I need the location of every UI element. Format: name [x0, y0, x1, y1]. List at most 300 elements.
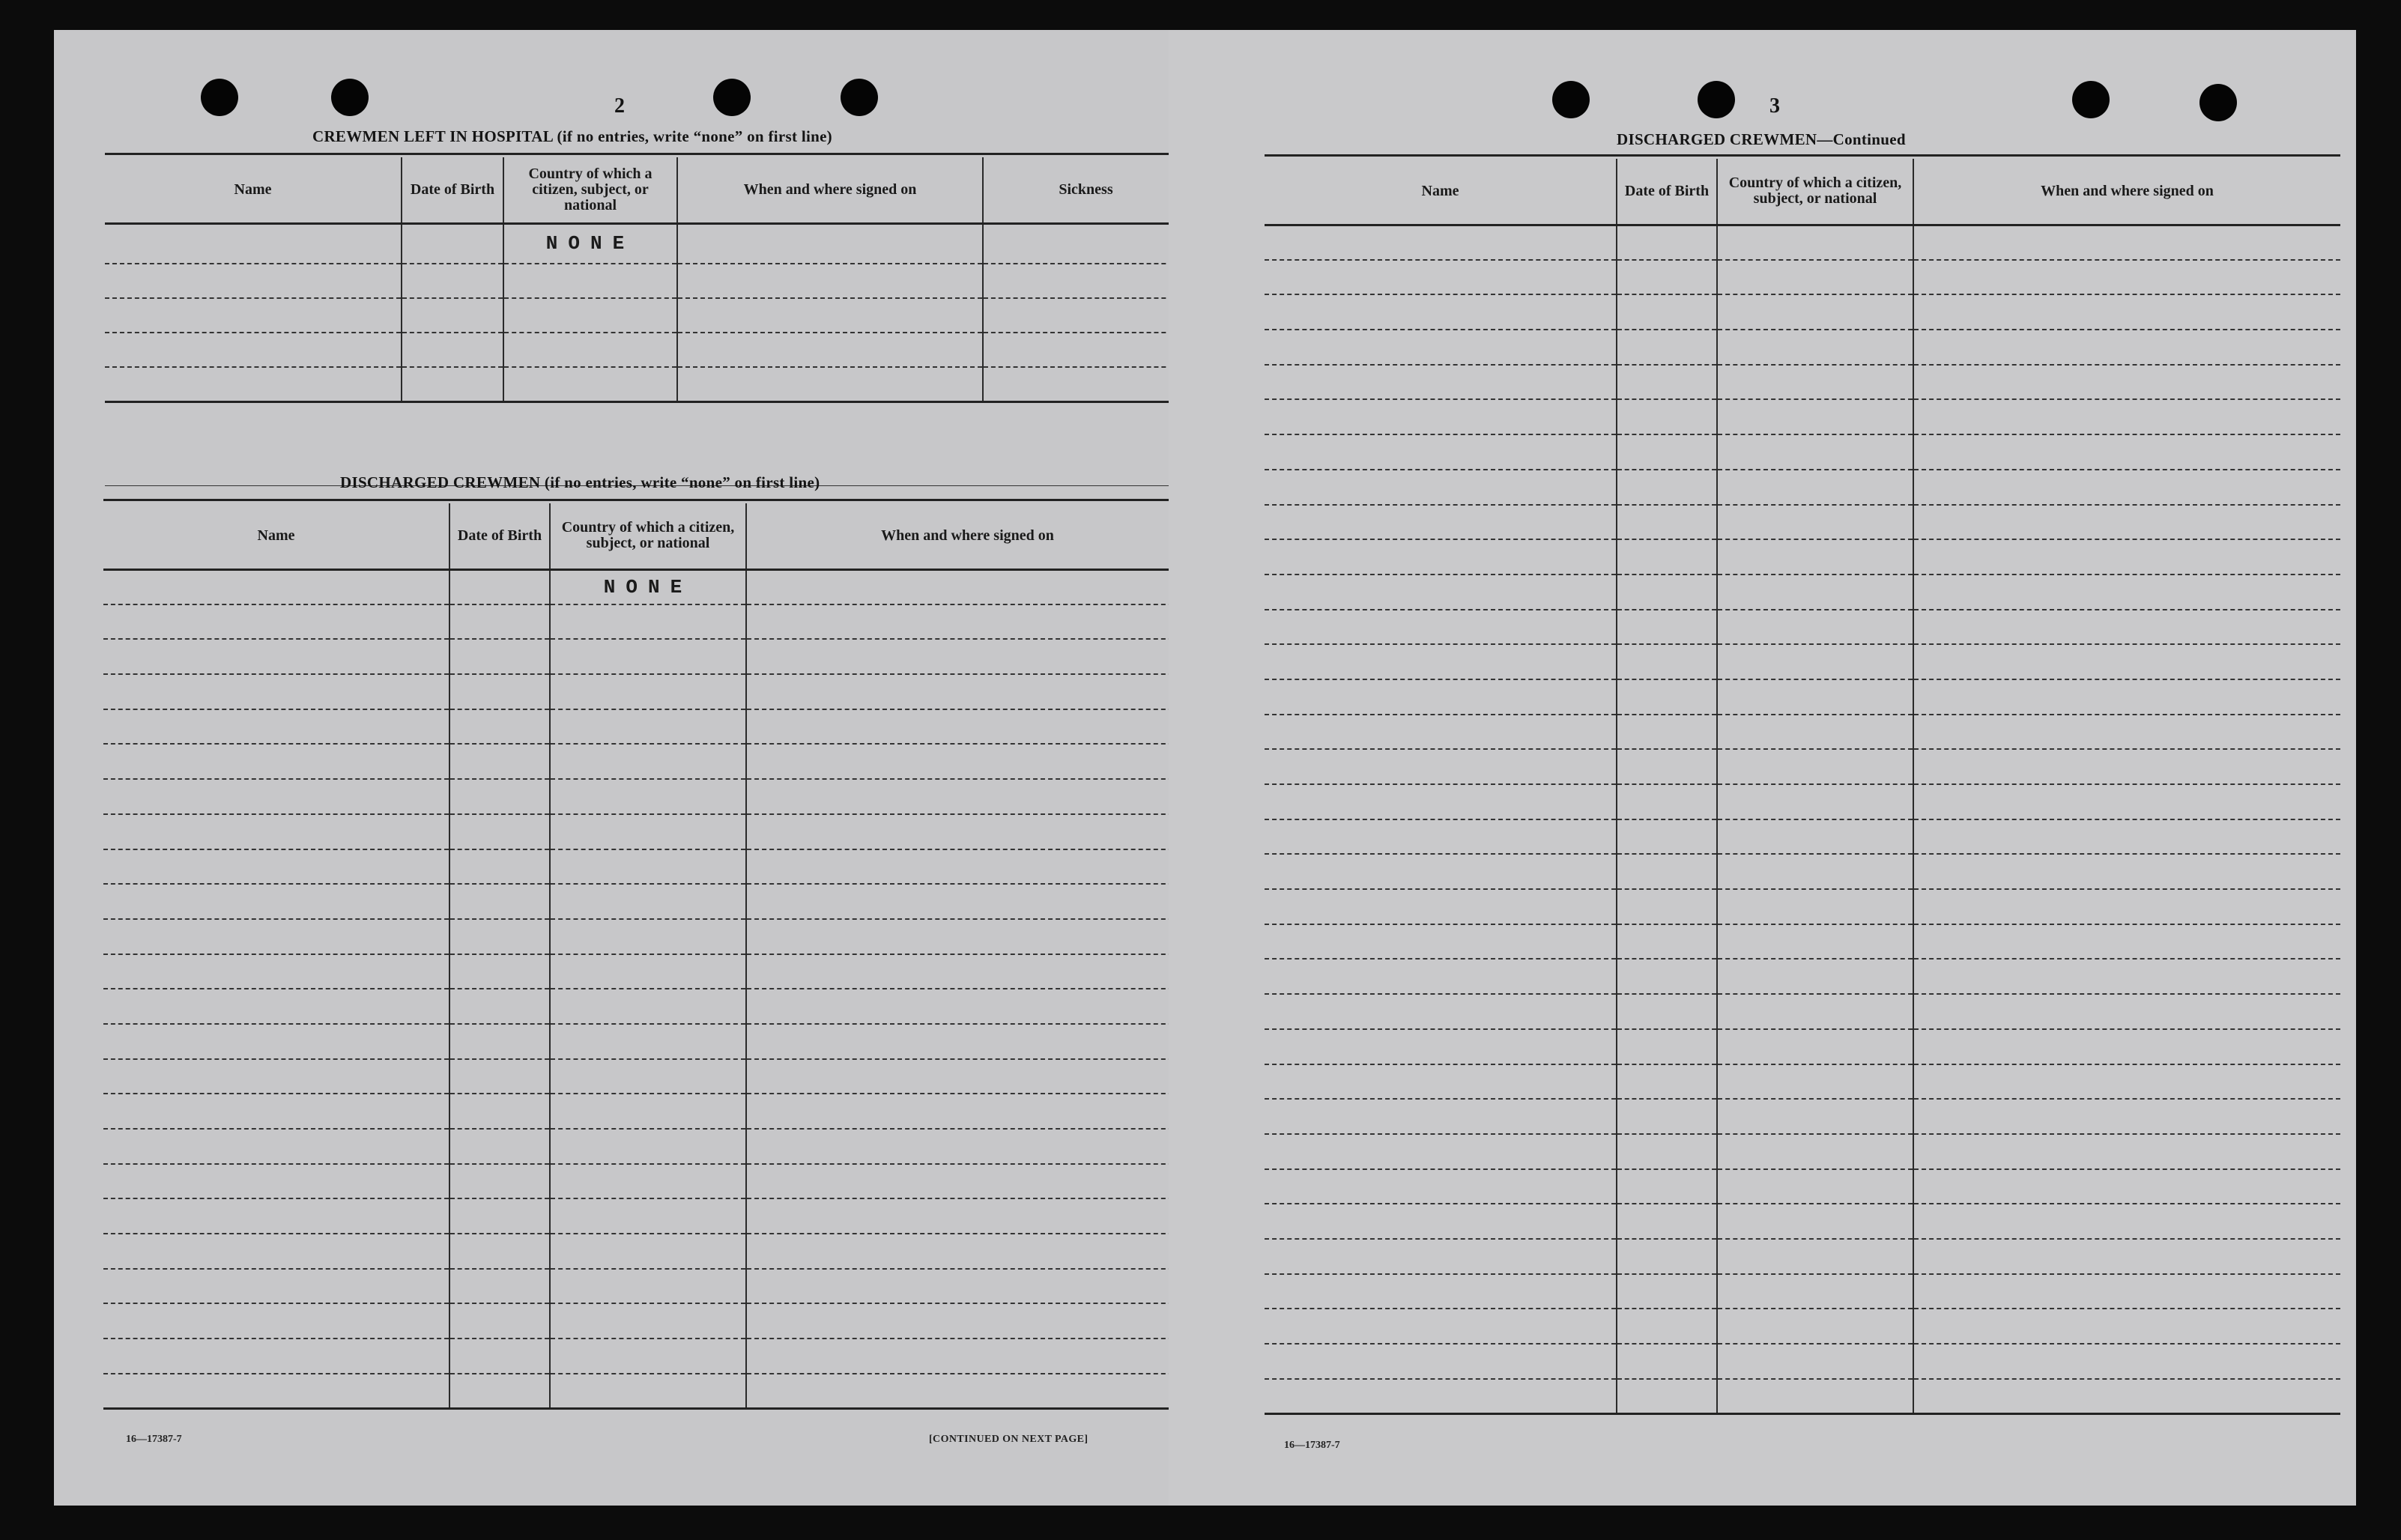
table-cell [103, 1094, 449, 1129]
right-page [1169, 30, 2356, 1506]
table-cell [746, 884, 1188, 919]
table-cell [1617, 470, 1717, 505]
continued-note: [CONTINUED ON NEXT PAGE] [929, 1434, 1089, 1445]
table-cell [1913, 889, 2340, 924]
top-rule [1265, 154, 2340, 157]
table-cell [746, 639, 1188, 674]
table-cell [1717, 784, 1913, 819]
column-header-date-of-birth: Date of Birth [449, 503, 550, 569]
table-cell [449, 884, 550, 919]
table-cell [1717, 1239, 1913, 1274]
table-cell [103, 1374, 449, 1409]
column-header-country: Country of which a citizen, subject, or national [503, 157, 677, 223]
table-row [1265, 225, 2340, 260]
form-code: 16—17387-7 [126, 1434, 182, 1445]
table-cell [746, 1024, 1188, 1059]
table-cell [1913, 819, 2340, 855]
table-cell [983, 264, 1188, 298]
table-cell [449, 954, 550, 989]
table-row [1265, 1029, 2340, 1064]
table-cell [1617, 1099, 1717, 1134]
table-row [1265, 434, 2340, 470]
table-cell [103, 1303, 449, 1339]
table-cell [1717, 819, 1913, 855]
table-row [1265, 610, 2340, 645]
table-cell [1717, 225, 1913, 260]
table-cell [1717, 715, 1913, 750]
none-entry: NONE [503, 223, 677, 264]
table-cell [746, 849, 1188, 885]
table-cell [1717, 1344, 1913, 1379]
table-cell [1717, 539, 1913, 575]
table-cell [1265, 994, 1617, 1029]
table-cell [677, 298, 983, 333]
table-cell [1913, 539, 2340, 575]
table-cell [103, 709, 449, 745]
table-cell [550, 709, 746, 745]
table-cell [449, 814, 550, 849]
table-cell [103, 779, 449, 814]
table-row [1265, 924, 2340, 960]
table-row [1265, 505, 2340, 540]
table-cell [105, 367, 402, 401]
table-row [1265, 470, 2340, 505]
table-cell [503, 333, 677, 367]
table-cell [1913, 225, 2340, 260]
table-cell [746, 919, 1188, 954]
table-cell [449, 849, 550, 885]
table-cell [1617, 994, 1717, 1029]
table-cell [103, 1164, 449, 1199]
table-row [1265, 1274, 2340, 1309]
table-cell [1265, 1134, 1617, 1169]
column-header-signed-on: When and where signed on [746, 503, 1188, 569]
table-cell [1717, 610, 1913, 645]
table-cell [550, 1339, 746, 1374]
table-cell [449, 674, 550, 709]
table-row [1265, 1379, 2340, 1414]
top-rule [103, 499, 1188, 501]
table-cell [1913, 1064, 2340, 1100]
table-cell [550, 604, 746, 640]
table-cell [1717, 679, 1913, 715]
table-cell [103, 1269, 449, 1304]
table-row [103, 744, 1188, 779]
column-header-sickness: Sickness [983, 157, 1188, 223]
table-cell [1617, 679, 1717, 715]
table-row [1265, 715, 2340, 750]
table-cell [1717, 575, 1913, 610]
table-cell [1265, 330, 1617, 365]
table-cell [103, 674, 449, 709]
table-row [1265, 889, 2340, 924]
table-cell [1265, 784, 1617, 819]
table-cell [1717, 749, 1913, 784]
table-row [1265, 1239, 2340, 1274]
table-cell [746, 814, 1188, 849]
table-cell [746, 989, 1188, 1024]
table-cell [103, 884, 449, 919]
table-cell [550, 814, 746, 849]
table-row [1265, 854, 2340, 889]
table-cell [1265, 399, 1617, 434]
table-cell [1913, 1204, 2340, 1239]
table-row [103, 569, 1188, 604]
column-header-date-of-birth: Date of Birth [1617, 159, 1717, 225]
table-cell [550, 919, 746, 954]
table-cell [1265, 1169, 1617, 1204]
table-cell [550, 1164, 746, 1199]
table-cell [1265, 1099, 1617, 1134]
form-code: 16—17387-7 [1284, 1440, 1340, 1451]
table-cell [449, 989, 550, 1024]
table-cell [1913, 1134, 2340, 1169]
table-cell [1617, 854, 1717, 889]
table-cell [402, 333, 503, 367]
table-row [1265, 1064, 2340, 1100]
table-cell [1265, 225, 1617, 260]
table-cell [746, 1339, 1188, 1374]
table-cell [1913, 610, 2340, 645]
table-cell [1717, 1309, 1913, 1344]
table-row [103, 1303, 1188, 1339]
table-cell [1717, 644, 1913, 679]
table-cell [1617, 784, 1717, 819]
table-cell [983, 367, 1188, 401]
table-row [103, 1094, 1188, 1129]
table-row [1265, 959, 2340, 994]
table-cell [1913, 924, 2340, 960]
table-cell [746, 1164, 1188, 1199]
table-row [103, 779, 1188, 814]
table-cell [550, 674, 746, 709]
table-cell [746, 1129, 1188, 1164]
table-cell [983, 333, 1188, 367]
table-cell [550, 849, 746, 885]
table-row [1265, 330, 2340, 365]
table-cell [1265, 819, 1617, 855]
table-cell [1265, 924, 1617, 960]
table-row [103, 1024, 1188, 1059]
table-cell [503, 264, 677, 298]
table-cell [1265, 1239, 1617, 1274]
table-cell [103, 1024, 449, 1059]
discharged-table [103, 503, 1188, 1410]
table-cell [1617, 1274, 1717, 1309]
table-cell [1717, 959, 1913, 994]
table-row [103, 1164, 1188, 1199]
table-cell [1617, 1169, 1717, 1204]
table-row [103, 1129, 1188, 1164]
table-cell [103, 1339, 449, 1374]
table-cell [550, 1303, 746, 1339]
table-cell [1265, 365, 1617, 400]
table-row [1265, 539, 2340, 575]
table-cell [1265, 679, 1617, 715]
table-cell [1913, 294, 2340, 330]
table-row [1265, 1204, 2340, 1239]
table-cell [402, 367, 503, 401]
table-cell [1617, 505, 1717, 540]
table-cell [1617, 959, 1717, 994]
table-cell [105, 333, 402, 367]
table-cell [449, 1303, 550, 1339]
table-cell [746, 744, 1188, 779]
table-cell [1717, 1064, 1913, 1100]
table-cell [1717, 294, 1913, 330]
table-cell [983, 223, 1188, 264]
table-cell [1717, 1274, 1913, 1309]
table-row [1265, 575, 2340, 610]
table-row [1265, 644, 2340, 679]
table-cell [550, 744, 746, 779]
table-row [103, 1198, 1188, 1234]
table-cell [449, 779, 550, 814]
table-row [103, 884, 1188, 919]
table-cell [1265, 854, 1617, 889]
table-cell [550, 1198, 746, 1234]
table-row [103, 814, 1188, 849]
table-cell [1617, 1134, 1717, 1169]
table-cell [449, 1094, 550, 1129]
table-cell [746, 1198, 1188, 1234]
table-cell [402, 264, 503, 298]
table-row [103, 674, 1188, 709]
table-cell [1913, 994, 2340, 1029]
table-cell [1265, 1064, 1617, 1100]
table-cell [1265, 470, 1617, 505]
table-cell [1265, 294, 1617, 330]
table-cell [1265, 749, 1617, 784]
table-cell [103, 569, 449, 604]
table-cell [1265, 959, 1617, 994]
table-cell [1265, 889, 1617, 924]
table-cell [449, 1339, 550, 1374]
table-row [1265, 1309, 2340, 1344]
table-cell [449, 1269, 550, 1304]
table-cell [1913, 470, 2340, 505]
table-cell [746, 1374, 1188, 1409]
punch-hole [331, 79, 369, 116]
table-cell [1617, 399, 1717, 434]
table-cell [503, 367, 677, 401]
table-cell [1913, 959, 2340, 994]
table-cell [746, 709, 1188, 745]
table-row [1265, 399, 2340, 434]
table-cell [103, 1129, 449, 1164]
punch-hole [201, 79, 238, 116]
table-cell [1265, 715, 1617, 750]
table-cell [1617, 225, 1717, 260]
table-row [1265, 294, 2340, 330]
table-cell [1717, 854, 1913, 889]
table-cell [746, 1234, 1188, 1269]
table-cell [105, 298, 402, 333]
punch-hole [2199, 84, 2237, 121]
table-cell [1617, 819, 1717, 855]
table-cell [449, 744, 550, 779]
table-cell [1913, 1309, 2340, 1344]
table-cell [550, 1129, 746, 1164]
table-cell [402, 223, 503, 264]
top-rule [105, 153, 1188, 155]
table-cell [449, 1024, 550, 1059]
table-row [1265, 819, 2340, 855]
table-cell [503, 298, 677, 333]
column-header-country: Country of which a citizen, subject, or national [1717, 159, 1913, 225]
table-cell [1913, 434, 2340, 470]
table-cell [677, 264, 983, 298]
left-page [54, 30, 1245, 1506]
table-cell [1617, 1379, 1717, 1414]
table-cell [746, 1059, 1188, 1094]
hospital-table [105, 157, 1188, 403]
table-cell [1617, 539, 1717, 575]
table-cell [1717, 1134, 1913, 1169]
table-row [1265, 749, 2340, 784]
table-cell [1265, 1204, 1617, 1239]
table-cell [746, 1303, 1188, 1339]
table-row [1265, 1169, 2340, 1204]
table-cell [1913, 1169, 2340, 1204]
table-cell [449, 604, 550, 640]
table-cell [1913, 505, 2340, 540]
table-cell [103, 639, 449, 674]
table-cell [103, 849, 449, 885]
table-cell [1265, 644, 1617, 679]
table-cell [550, 954, 746, 989]
table-cell [1913, 330, 2340, 365]
table-cell [1913, 365, 2340, 400]
table-cell [1717, 1204, 1913, 1239]
table-cell [550, 1269, 746, 1304]
table-cell [1265, 260, 1617, 295]
table-cell [1913, 715, 2340, 750]
column-header-date-of-birth: Date of Birth [402, 157, 503, 223]
table-cell [449, 1234, 550, 1269]
table-cell [1617, 434, 1717, 470]
table-cell [103, 989, 449, 1024]
table-cell [746, 1094, 1188, 1129]
section-title-discharged-continued: DISCHARGED CREWMEN—Continued [1617, 130, 1906, 148]
table-cell [1265, 505, 1617, 540]
page-number: 3 [1769, 94, 1780, 118]
punch-hole [841, 79, 878, 116]
table-cell [1265, 1309, 1617, 1344]
punch-hole [1552, 81, 1590, 118]
table-cell [1617, 260, 1717, 295]
table-row [1265, 679, 2340, 715]
table-cell [1265, 1029, 1617, 1064]
section-instruction: (if no entries, write “none” on first line) [557, 127, 832, 145]
table-cell [103, 814, 449, 849]
punch-hole [1698, 81, 1735, 118]
table-cell [1617, 924, 1717, 960]
table-row [1265, 1134, 2340, 1169]
table-cell [103, 1059, 449, 1094]
table-cell [1913, 1379, 2340, 1414]
table-cell [1717, 260, 1913, 295]
table-cell [1717, 1379, 1913, 1414]
column-header-signed-on: When and where signed on [677, 157, 983, 223]
table-row [103, 604, 1188, 640]
table-row [103, 989, 1188, 1024]
table-cell [103, 1198, 449, 1234]
table-cell [1717, 1029, 1913, 1064]
table-cell [550, 884, 746, 919]
page-number: 2 [614, 94, 625, 118]
table-cell [550, 1374, 746, 1409]
table-cell [1913, 1344, 2340, 1379]
section-title-hospital [312, 127, 832, 146]
table-cell [1265, 1344, 1617, 1379]
table-row [103, 954, 1188, 989]
table-cell [1617, 715, 1717, 750]
table-cell [1913, 1239, 2340, 1274]
table-cell [746, 604, 1188, 640]
table-cell [449, 919, 550, 954]
table-cell [1717, 330, 1913, 365]
table-cell [449, 639, 550, 674]
table-cell [1913, 1274, 2340, 1309]
table-cell [1717, 1099, 1913, 1134]
table-cell [1717, 505, 1913, 540]
table-cell [1913, 679, 2340, 715]
discharged-continued-table [1265, 159, 2340, 1415]
table-cell [677, 367, 983, 401]
table-cell [1617, 365, 1717, 400]
column-header-name: Name [105, 157, 402, 223]
column-header-name: Name [1265, 159, 1617, 225]
table-cell [1617, 1309, 1717, 1344]
table-cell [1265, 1379, 1617, 1414]
table-cell [550, 1094, 746, 1129]
table-cell [677, 333, 983, 367]
column-header-name: Name [103, 503, 449, 569]
table-row [103, 1339, 1188, 1374]
table-cell [1265, 539, 1617, 575]
table-cell [449, 569, 550, 604]
punch-hole [713, 79, 751, 116]
table-cell [1913, 1099, 2340, 1134]
table-cell [1617, 1239, 1717, 1274]
table-cell [1617, 644, 1717, 679]
table-row [103, 1269, 1188, 1304]
table-cell [1265, 575, 1617, 610]
table-cell [1913, 784, 2340, 819]
table-cell [449, 1129, 550, 1164]
table-cell [1617, 330, 1717, 365]
table-row [103, 1374, 1188, 1409]
table-cell [1717, 994, 1913, 1029]
table-cell [103, 1234, 449, 1269]
table-cell [550, 639, 746, 674]
table-row [1265, 994, 2340, 1029]
table-cell [1717, 399, 1913, 434]
table-row [103, 639, 1188, 674]
table-cell [1265, 434, 1617, 470]
table-cell [449, 1374, 550, 1409]
table-cell [983, 298, 1188, 333]
table-cell [1913, 260, 2340, 295]
table-row [1265, 784, 2340, 819]
table-cell [103, 744, 449, 779]
table-cell [550, 1059, 746, 1094]
table-row [1265, 260, 2340, 295]
table-cell [103, 954, 449, 989]
table-cell [550, 779, 746, 814]
section-instruction: (if no entries, write “none” on first line) [544, 473, 820, 491]
